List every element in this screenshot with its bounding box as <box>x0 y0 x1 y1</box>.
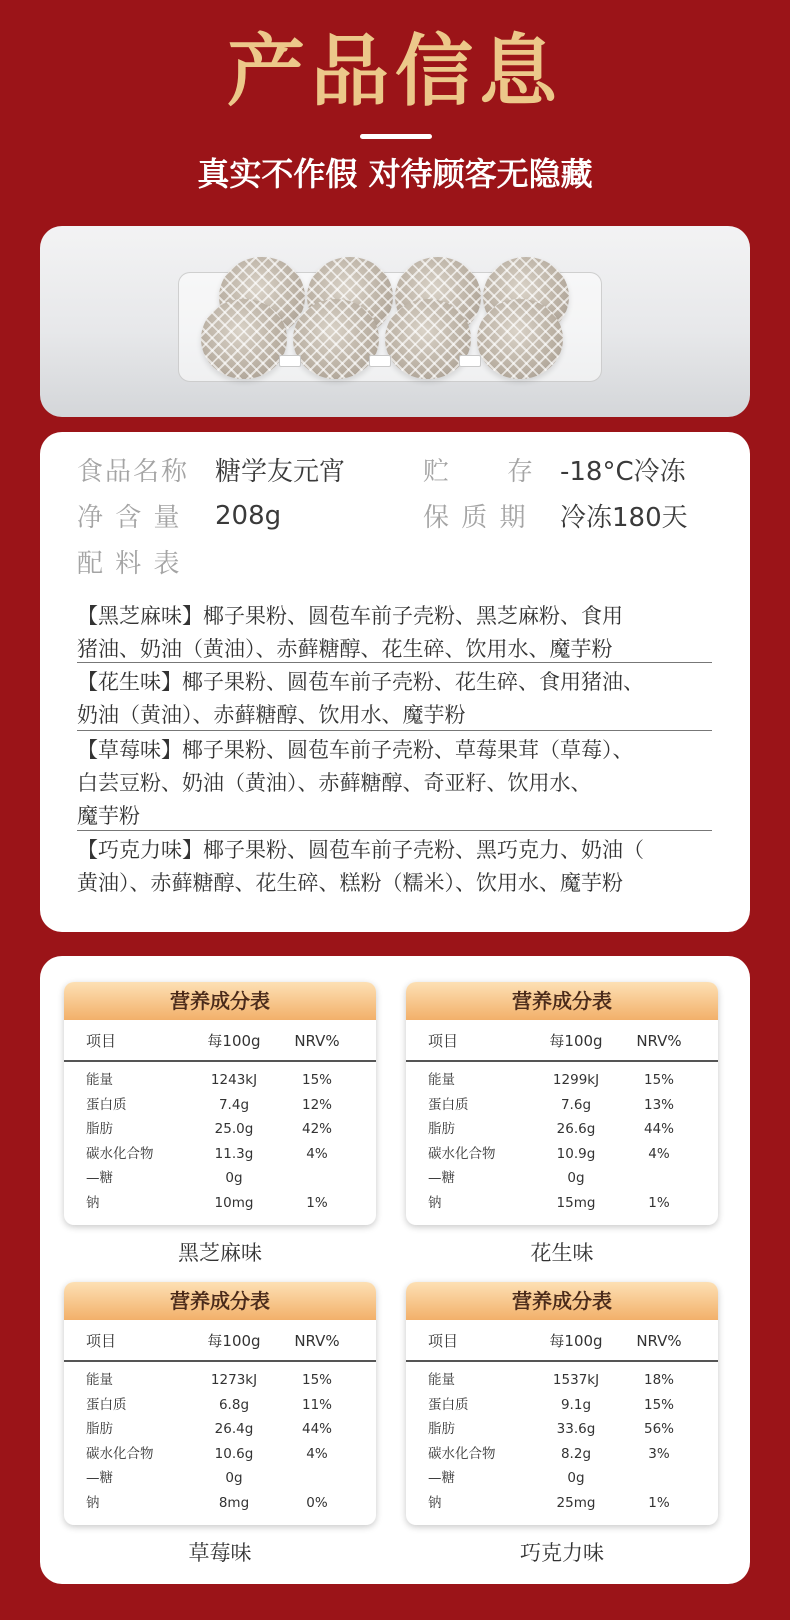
nutrition-table-header: 营养成分表 <box>64 982 376 1020</box>
nutrient-name: —糖 <box>86 1470 113 1486</box>
nutrition-row <box>64 1142 376 1167</box>
nutrition-row <box>406 1466 718 1491</box>
nutrition-table <box>64 1282 376 1525</box>
tangyuan-tray-photo <box>178 272 602 382</box>
nutrient-amount: 10.9g <box>556 1145 596 1162</box>
nutrient-amount: 11.3g <box>214 1145 254 1162</box>
ingredient-block <box>77 600 712 666</box>
nutrient-nrv: 15% <box>301 1372 332 1388</box>
nutrient-amount: 1299kJ <box>552 1072 600 1088</box>
nutrition-row <box>64 1117 376 1142</box>
nutrient-nrv: 1% <box>648 1194 670 1211</box>
column-item: 项目 <box>428 1332 459 1350</box>
nutrient-amount: 10mg <box>214 1194 254 1211</box>
nutrient-name: 碳水化合物 <box>86 1445 154 1462</box>
nutrient-name: 钠 <box>428 1494 442 1511</box>
nutrient-nrv: 13% <box>643 1096 674 1113</box>
ingredient-line: 猪油、奶油（黄油）、赤藓糖醇、花生碎、饮用水、魔芋粉 <box>77 637 613 661</box>
nutrient-nrv: 1% <box>306 1194 328 1211</box>
column-per100g: 每100g <box>549 1032 603 1050</box>
shelf-life-value: 冷冻180天 <box>560 503 688 533</box>
nutrient-nrv: 18% <box>643 1372 674 1388</box>
nutrient-name: 能量 <box>86 1072 113 1088</box>
nutrient-amount: 8mg <box>218 1494 250 1511</box>
ingredient-block <box>77 734 712 833</box>
nutrient-nrv: 4% <box>306 1445 328 1462</box>
nutrient-name: 脂肪 <box>86 1421 113 1437</box>
ingredient-divider <box>77 662 712 663</box>
column-nrv: NRV% <box>294 1332 340 1350</box>
ingredient-divider <box>77 730 712 731</box>
ingredient-line: 黄油）、赤藓糖醇、花生碎、糕粉（糯米）、饮用水、魔芋粉 <box>77 871 623 895</box>
product-info-card <box>40 432 750 932</box>
nutrition-row <box>406 1117 718 1142</box>
nutrition-columns <box>406 1020 718 1062</box>
nutrient-amount: 0g <box>567 1170 585 1186</box>
nutrient-name: 脂肪 <box>86 1121 113 1137</box>
ingredients-label: 配 料 表 <box>77 549 182 579</box>
nutrition-row <box>64 1166 376 1191</box>
ingredient-line: 【巧克力味】椰子果粉、圆苞车前子壳粉、黑巧克力、奶油（ <box>77 838 644 862</box>
nutrient-amount: 9.1g <box>560 1396 592 1413</box>
ingredient-line: 魔芋粉 <box>77 804 140 828</box>
nutrition-columns <box>64 1020 376 1062</box>
nutrient-nrv: 4% <box>306 1145 328 1162</box>
nutrient-amount: 7.4g <box>218 1096 250 1113</box>
nutrient-amount: 1243kJ <box>210 1072 258 1088</box>
nutrition-row <box>64 1417 376 1442</box>
nutrient-nrv: 12% <box>301 1096 332 1113</box>
net-content-value: 208g <box>215 501 282 531</box>
nutrition-card <box>40 956 750 1584</box>
food-name-value: 糖学友元宵 <box>215 457 346 487</box>
column-item: 项目 <box>86 1032 117 1050</box>
nutrient-name: —糖 <box>428 1170 455 1186</box>
nutrient-nrv: 1% <box>648 1494 670 1511</box>
nutrient-name: 碳水化合物 <box>86 1145 154 1162</box>
nutrient-amount: 8.2g <box>560 1445 592 1462</box>
nutrient-nrv: 3% <box>648 1445 670 1462</box>
nutrition-columns <box>406 1320 718 1362</box>
column-per100g: 每100g <box>207 1032 261 1050</box>
nutrition-row <box>406 1368 718 1393</box>
flavor-caption: 巧克力味 <box>520 1541 604 1565</box>
nutrient-amount: 0g <box>225 1470 243 1486</box>
nutrient-name: —糖 <box>428 1470 455 1486</box>
nutrient-amount: 0g <box>225 1170 243 1186</box>
storage-value: -18°C冷冻 <box>560 457 686 487</box>
nutrient-amount: 1537kJ <box>552 1372 600 1388</box>
nutrient-nrv: 15% <box>643 1396 674 1413</box>
nutrient-amount: 26.4g <box>214 1421 254 1437</box>
ingredient-line: 奶油（黄油）、赤藓糖醇、饮用水、魔芋粉 <box>77 703 466 727</box>
column-per100g: 每100g <box>207 1332 261 1350</box>
column-item: 项目 <box>86 1332 117 1350</box>
nutrient-nrv: 4% <box>648 1145 670 1162</box>
nutrition-row <box>406 1166 718 1191</box>
nutrition-row <box>406 1068 718 1093</box>
nutrient-nrv: 15% <box>643 1072 674 1088</box>
nutrition-row <box>406 1393 718 1418</box>
nutrition-table <box>64 982 376 1225</box>
nutrition-row <box>64 1191 376 1216</box>
nutrition-table <box>406 1282 718 1525</box>
flavor-caption: 草莓味 <box>188 1541 252 1565</box>
nutrient-amount: 7.6g <box>560 1096 592 1113</box>
nutrition-row <box>64 1466 376 1491</box>
nutrition-row <box>64 1393 376 1418</box>
nutrient-name: 能量 <box>86 1372 113 1388</box>
ingredient-line: 【花生味】椰子果粉、圆苞车前子壳粉、花生碎、食用猪油、 <box>77 670 644 694</box>
nutrient-name: 蛋白质 <box>428 1096 469 1113</box>
tangyuan-ball <box>201 299 287 379</box>
nutrition-row <box>64 1442 376 1467</box>
nutrition-row <box>406 1442 718 1467</box>
column-item: 项目 <box>428 1032 459 1050</box>
nutrient-name: 蛋白质 <box>428 1396 469 1413</box>
nutrient-amount: 33.6g <box>556 1421 596 1437</box>
nutrient-amount: 0g <box>567 1470 585 1486</box>
column-nrv: NRV% <box>636 1032 682 1050</box>
nutrition-row <box>64 1368 376 1393</box>
nutrient-name: —糖 <box>86 1170 113 1186</box>
tangyuan-ball <box>385 299 471 379</box>
nutrient-amount: 15mg <box>556 1194 596 1211</box>
nutrient-nrv: 56% <box>643 1421 674 1437</box>
net-content-label: 净 含 量 <box>77 503 182 533</box>
nutrient-amount: 10.6g <box>214 1445 254 1462</box>
nutrition-row <box>406 1191 718 1216</box>
food-name-label: 食品名称 <box>77 457 190 487</box>
nutrient-name: 碳水化合物 <box>428 1445 496 1462</box>
nutrition-row <box>64 1491 376 1516</box>
ingredient-line: 白芸豆粉、奶油（黄油）、赤藓糖醇、奇亚籽、饮用水、 <box>77 771 592 795</box>
nutrition-row <box>64 1093 376 1118</box>
column-nrv: NRV% <box>636 1332 682 1350</box>
page-title: 产品信息 <box>226 26 563 117</box>
nutrition-table-header: 营养成分表 <box>64 1282 376 1320</box>
nutrient-nrv: 0% <box>306 1494 328 1511</box>
nutrition-row <box>406 1093 718 1118</box>
page-subtitle: 真实不作假 对待顾客无隐藏 <box>197 155 593 193</box>
nutrient-nrv: 15% <box>301 1072 332 1088</box>
nutrient-name: 钠 <box>86 1194 100 1211</box>
nutrient-name: 能量 <box>428 1372 455 1388</box>
nutrient-name: 钠 <box>428 1194 442 1211</box>
nutrient-amount: 1273kJ <box>210 1372 258 1388</box>
nutrient-amount: 25mg <box>556 1494 596 1511</box>
nutrient-name: 蛋白质 <box>86 1096 127 1113</box>
ingredient-block <box>77 666 712 732</box>
column-nrv: NRV% <box>294 1032 340 1050</box>
tangyuan-ball <box>477 299 563 379</box>
nutrition-table <box>406 982 718 1225</box>
nutrient-nrv: 11% <box>301 1396 332 1413</box>
shelf-life-label: 保 质 期 <box>423 503 528 533</box>
nutrient-name: 碳水化合物 <box>428 1145 496 1162</box>
nutrient-name: 脂肪 <box>428 1421 455 1437</box>
tray-tab <box>459 355 481 367</box>
nutrient-name: 脂肪 <box>428 1121 455 1137</box>
ingredient-line: 【黑芝麻味】椰子果粉、圆苞车前子壳粉、黑芝麻粉、食用 <box>77 604 623 628</box>
nutrient-nrv: 42% <box>301 1121 332 1137</box>
nutrition-row <box>406 1491 718 1516</box>
nutrient-amount: 6.8g <box>218 1396 250 1413</box>
nutrient-name: 能量 <box>428 1072 455 1088</box>
tangyuan-ball <box>293 299 379 379</box>
nutrient-amount: 25.0g <box>214 1121 254 1137</box>
nutrition-table-header: 营养成分表 <box>406 982 718 1020</box>
nutrition-row <box>406 1417 718 1442</box>
title-divider <box>360 134 432 139</box>
ingredient-line: 【草莓味】椰子果粉、圆苞车前子壳粉、草莓果茸（草莓）、 <box>77 738 634 762</box>
product-photo <box>40 226 750 417</box>
ingredient-divider <box>77 830 712 831</box>
tray-tab <box>369 355 391 367</box>
column-per100g: 每100g <box>549 1332 603 1350</box>
nutrient-amount: 26.6g <box>556 1121 596 1137</box>
storage-label: 贮 存 <box>423 457 536 487</box>
flavor-caption: 花生味 <box>530 1241 594 1265</box>
flavor-caption: 黑芝麻味 <box>178 1241 262 1265</box>
nutrition-columns <box>64 1320 376 1362</box>
nutrient-name: 蛋白质 <box>86 1396 127 1413</box>
nutrient-name: 钠 <box>86 1494 100 1511</box>
ingredient-block <box>77 834 712 900</box>
tray-tab <box>279 355 301 367</box>
nutrition-table-header: 营养成分表 <box>406 1282 718 1320</box>
nutrition-row <box>64 1068 376 1093</box>
nutrient-nrv: 44% <box>301 1421 332 1437</box>
nutrition-row <box>406 1142 718 1167</box>
nutrient-nrv: 44% <box>643 1121 674 1137</box>
page-header <box>0 0 790 215</box>
